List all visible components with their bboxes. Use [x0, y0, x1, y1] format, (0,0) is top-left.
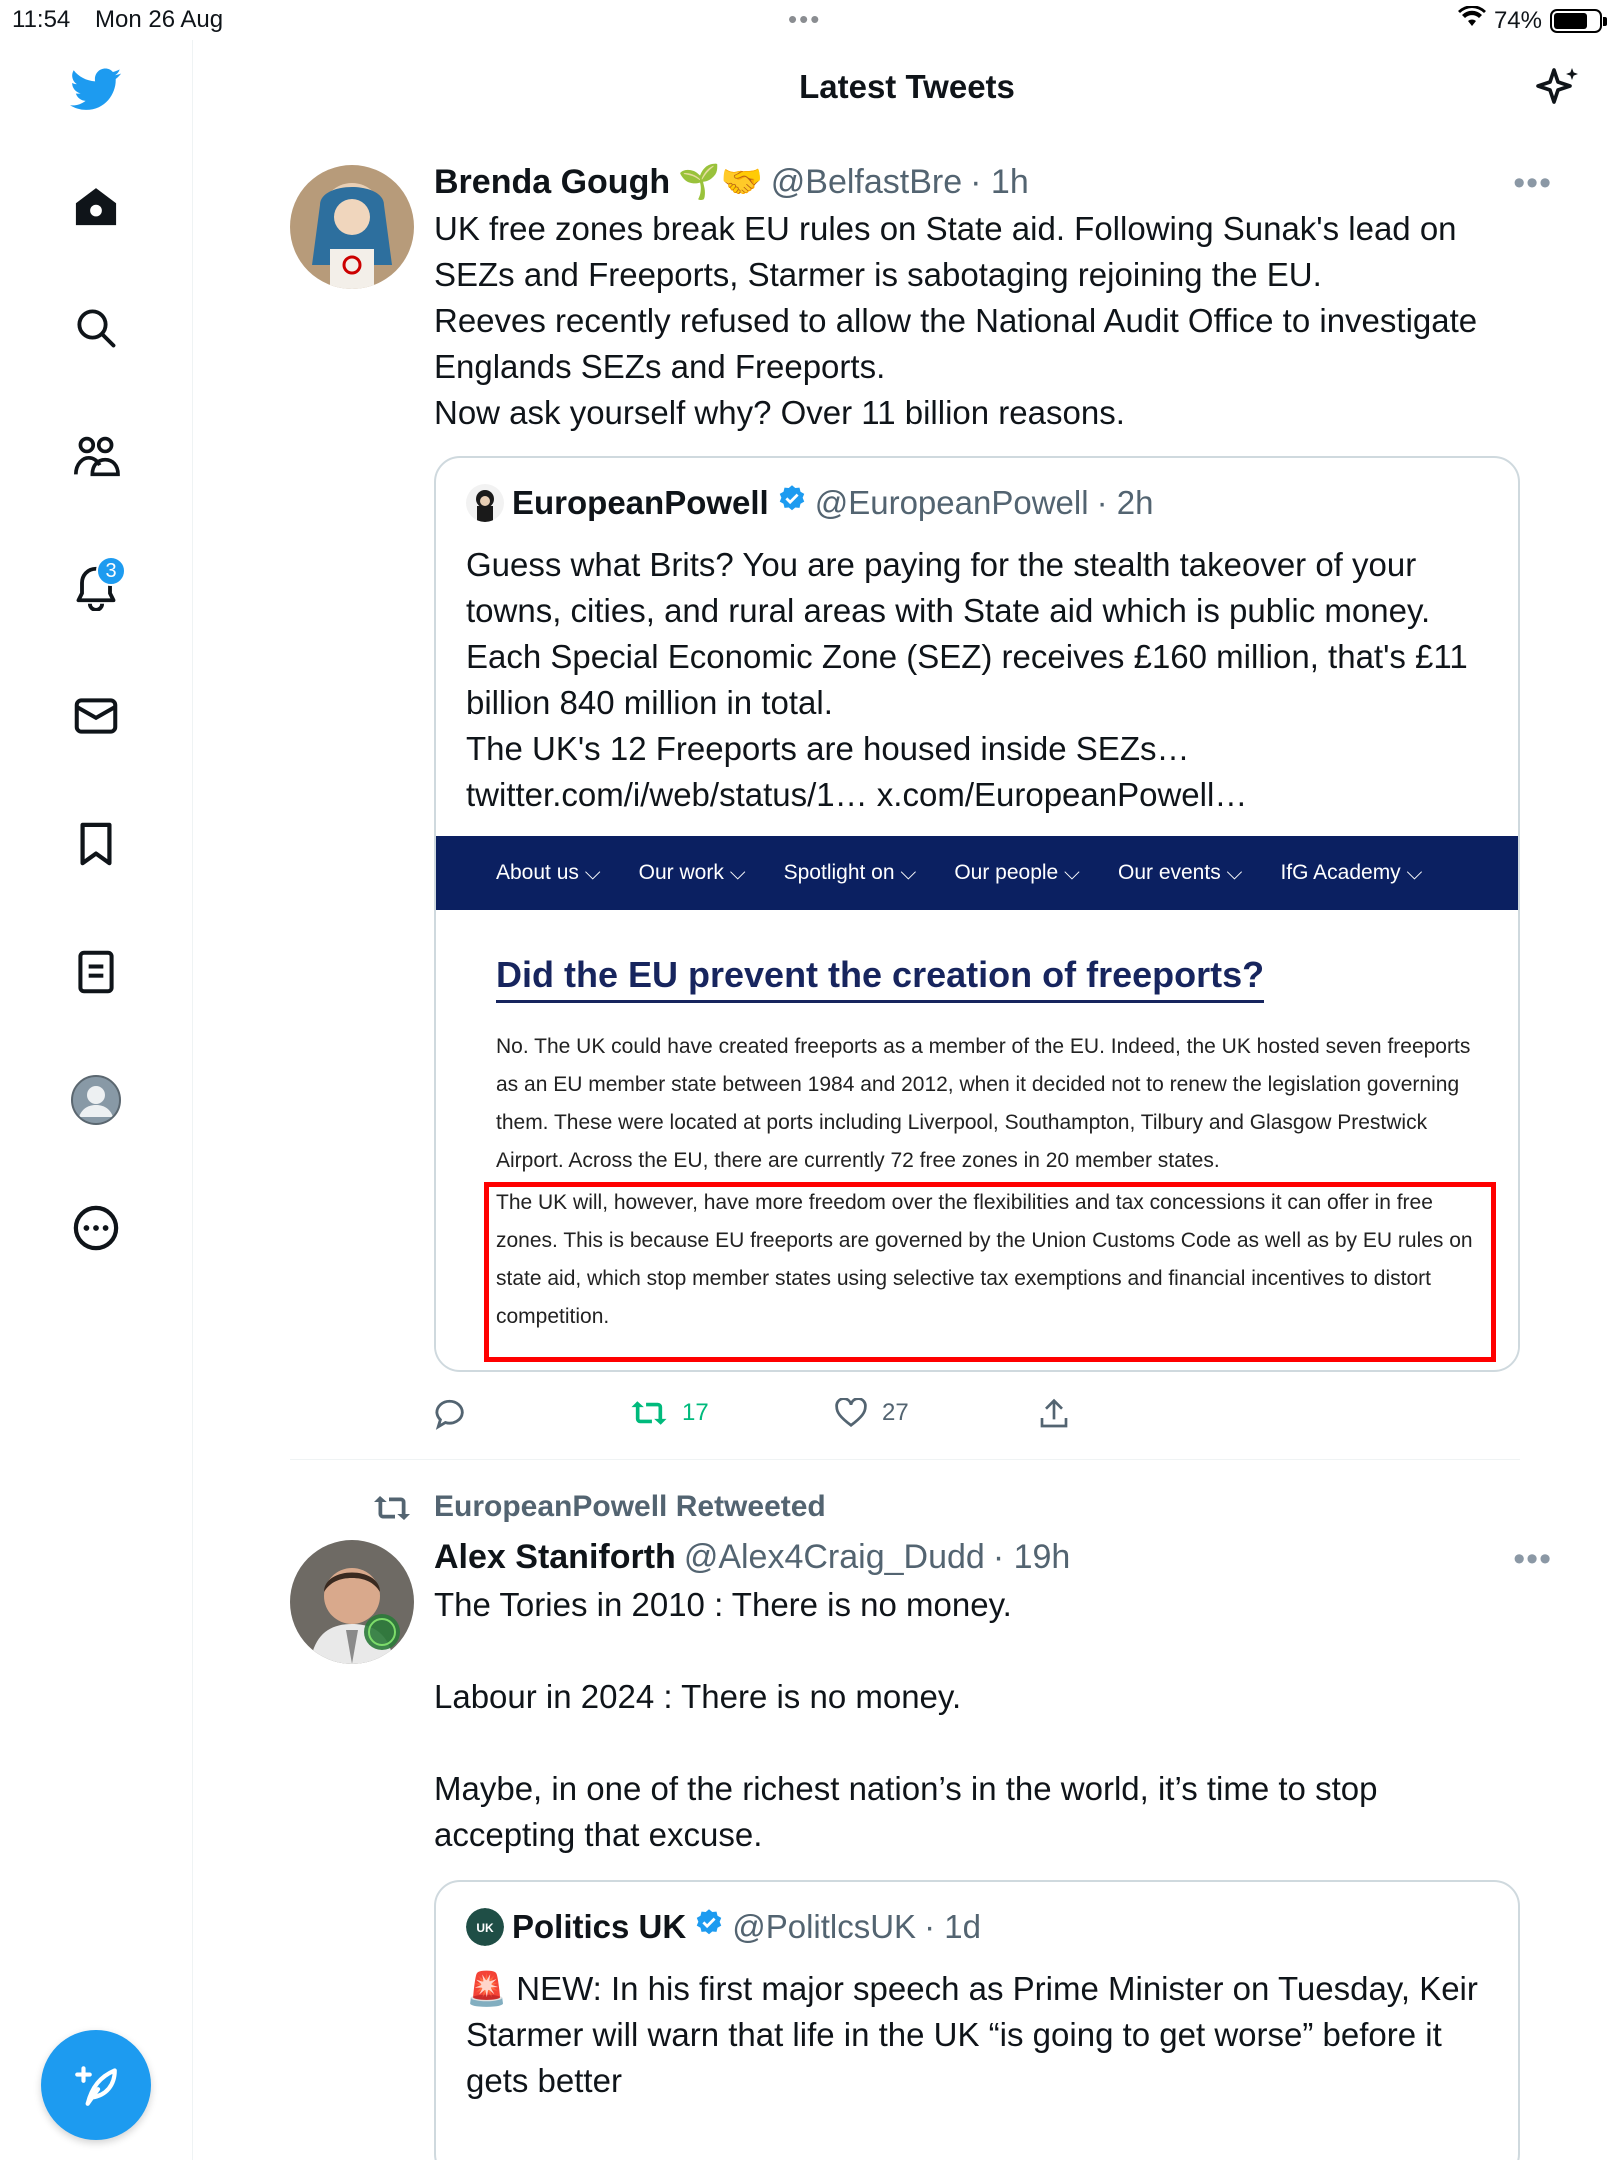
article-title: Did the EU prevent the creation of freeports? [496, 954, 1264, 1003]
quote-avatar[interactable] [466, 1908, 504, 1946]
quoted-tweet[interactable] [434, 456, 1520, 1372]
more-options-icon[interactable]: ••• [1513, 164, 1552, 202]
feather-plus-icon [71, 2060, 121, 2110]
tweet-header [434, 1538, 1070, 1577]
quote-avatar-text: UK [476, 1921, 494, 1935]
reply-icon [434, 1398, 468, 1430]
author-handle[interactable]: @Alex4Craig_Dudd [683, 1538, 985, 1576]
quote-author-handle[interactable]: @PolitlcsUK [732, 1908, 917, 1945]
wifi-icon [1458, 6, 1486, 35]
profile-avatar-icon[interactable] [58, 1062, 134, 1138]
retweet-count: 17 [682, 1399, 709, 1426]
heart-icon [834, 1398, 868, 1428]
article-nav-item: Our work ⌵ [638, 861, 746, 884]
communities-icon[interactable] [58, 418, 134, 494]
tweet[interactable] [194, 1460, 1620, 2160]
quote-paragraph: The UK's 12 Freeports are housed inside SEZs… twitter.com/i/web/status/1… x.com/EuropeanPowell… [466, 730, 1248, 813]
red-highlight-box [484, 1182, 1496, 1362]
quote-author-name[interactable]: EuropeanPowell [512, 484, 769, 521]
siren-icon: 🚨 [466, 1970, 508, 2007]
retweeted-by-label[interactable]: EuropeanPowell Retweeted [434, 1490, 826, 1523]
tweet-time[interactable]: · 19h [992, 1538, 1071, 1576]
verified-badge-icon [777, 484, 807, 522]
more-options-icon[interactable] [58, 1190, 134, 1266]
article-nav-item: Our events ⌵ [1117, 861, 1243, 884]
notification-badge: 3 [96, 556, 126, 586]
tweet-paragraph: Labour in 2024 : There is no money. [434, 1678, 962, 1715]
quote-avatar[interactable] [466, 484, 504, 522]
share-icon [1038, 1398, 1070, 1430]
article-paragraph-highlighted: The UK will, however, have more freedom over the flexibilities and tax concessions it can offer in free zones. This is because EU freeports are governed by the Union Customs Code as well as by EU rules on state aid, which stop member states using selective tax exemptions and financial incentives to distort competition. [496, 1191, 1473, 1328]
status-time: 11:54 [12, 6, 71, 33]
tweet[interactable] [194, 150, 1620, 1460]
timeline-header [194, 40, 1620, 142]
article-nav-item: About us ⌵ [496, 861, 601, 884]
author-handle[interactable]: @BelfastBre [770, 162, 963, 201]
search-icon[interactable] [58, 290, 134, 366]
tweet-paragraph: UK free zones break EU rules on State aid. Following Sunak's lead on SEZs and Freeports, Starmer is sabotaging rejoining the EU. [434, 210, 1457, 293]
more-options-icon[interactable]: ••• [1513, 1540, 1552, 1578]
compose-tweet-button[interactable] [41, 2030, 151, 2140]
messages-icon[interactable] [58, 678, 134, 754]
quote-paragraph: Each Special Economic Zone (SEZ) receives £160 million, that's £11 billion 840 million in total. [466, 638, 1468, 721]
tweet-paragraph: Reeves recently refused to allow the National Audit Office to investigate Englands SEZs and Freeports. [434, 302, 1478, 385]
like-count: 27 [882, 1399, 909, 1426]
status-right [1458, 6, 1602, 35]
quote-author-name[interactable]: Politics UK [512, 1908, 687, 1945]
tweet-text [434, 206, 1494, 436]
quoted-tweet[interactable] [434, 1880, 1520, 2160]
page-title: Latest Tweets [799, 68, 1015, 105]
article-nav-bar [436, 836, 1520, 910]
sidebar [0, 40, 193, 2160]
lists-icon[interactable] [58, 934, 134, 1010]
quote-paragraph: Guess what Brits? You are paying for the stealth takeover of your towns, cities, and rural areas with State aid which is public money. [466, 546, 1431, 629]
quote-header [466, 484, 1153, 522]
reply-button[interactable] [434, 1398, 468, 1430]
quote-text [466, 542, 1506, 818]
retweet-button[interactable] [630, 1398, 709, 1428]
like-button[interactable] [834, 1398, 909, 1428]
home-icon[interactable] [58, 168, 134, 244]
author-name[interactable]: Brenda Gough [434, 162, 671, 201]
article-nav-item: Spotlight on ⌵ [783, 861, 917, 884]
article-nav-item: IfG Academy ⌵ [1280, 861, 1423, 884]
battery-icon [1550, 9, 1602, 33]
multitasking-dots[interactable]: ••• [788, 4, 822, 34]
verified-badge-icon [694, 1908, 724, 1946]
author-emoji: 🌱🤝 [678, 163, 763, 201]
tweet-time[interactable]: · 1h [970, 162, 1029, 201]
article-nav-item: Our people ⌵ [954, 861, 1080, 884]
notifications-icon[interactable] [58, 550, 134, 626]
avatar[interactable] [290, 165, 414, 289]
status-bar [0, 0, 1620, 40]
tweet-paragraph: Now ask yourself why? Over 11 billion reasons. [434, 394, 1125, 431]
tweet-paragraph [434, 1720, 1494, 1766]
author-name[interactable]: Alex Staniforth [434, 1538, 676, 1576]
tweet-paragraph [434, 1628, 1494, 1674]
tweet-text [434, 1582, 1494, 1858]
retweet-icon [630, 1398, 668, 1428]
bookmarks-icon[interactable] [58, 806, 134, 882]
battery-percent: 74% [1493, 6, 1542, 34]
quote-time[interactable]: · 2h [1096, 484, 1154, 521]
battery-fill [1554, 13, 1587, 29]
quote-text [466, 1966, 1506, 2104]
quote-time[interactable]: · 1d [924, 1908, 981, 1945]
tweet-paragraph: The Tories in 2010 : There is no money. [434, 1586, 1012, 1623]
sparkle-icon[interactable] [1534, 64, 1582, 117]
status-date: Mon 26 Aug [95, 6, 224, 33]
quote-paragraph: NEW: In his first major speech as Prime Minister on Tuesday, Keir Starmer will warn that life in the UK “is going to get worse” before it gets better [466, 1970, 1478, 2099]
quote-header [466, 1908, 981, 1946]
tweet-header [434, 162, 1029, 202]
avatar[interactable] [290, 1540, 414, 1664]
twitter-logo-icon[interactable] [58, 52, 134, 128]
retweet-icon [372, 1493, 412, 1528]
article-paragraph: No. The UK could have created freeports as a member of the EU. Indeed, the UK hosted seven freeports as an EU member state between 1984 and 2012, when it decided not to renew the legislation governing them. These were located at ports including Liverpool, Southampton, Tilbury and Glasgow Prestwick Airport. Across the EU, there are currently 72 free zones in 20 member states. [496, 1035, 1471, 1172]
share-button[interactable] [1038, 1398, 1070, 1430]
quote-author-handle[interactable]: @EuropeanPowell [814, 484, 1089, 521]
tweet-paragraph: Maybe, in one of the richest nation’s in the world, it’s time to stop accepting that excuse. [434, 1770, 1378, 1853]
